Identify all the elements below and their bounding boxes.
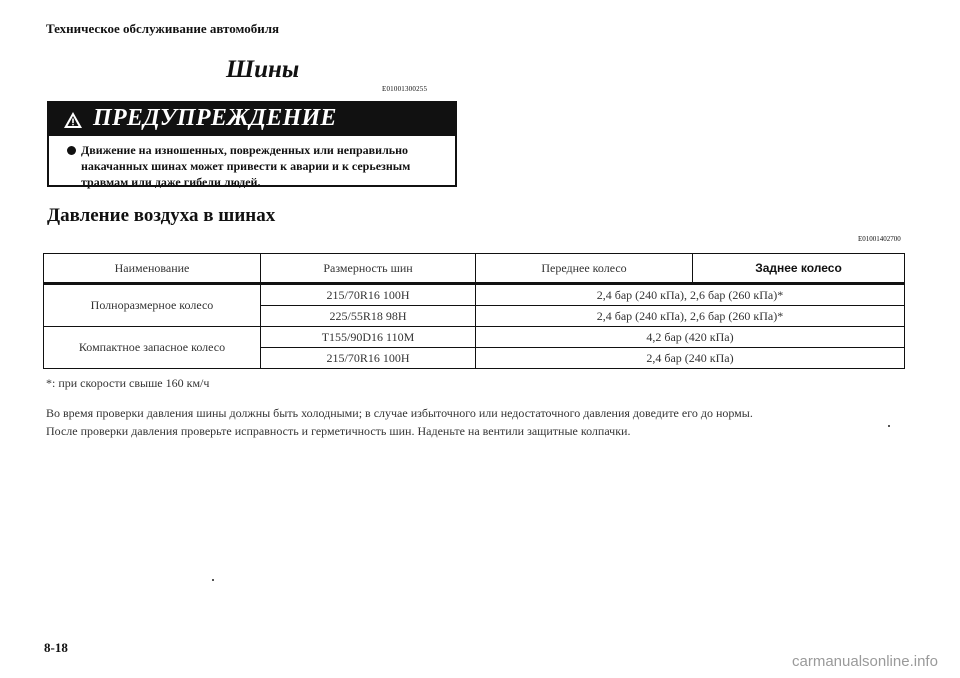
- paragraph-line-1: Во время проверки давления шины должны быть холодными; в случае избыточного или недостаточного давления доведите его до нормы.: [46, 406, 753, 420]
- scan-speck: [212, 579, 214, 581]
- paragraph-line-2: После проверки давления проверьте исправность и герметичность шин. Наденьте на вентили защитные колпачки.: [46, 424, 631, 438]
- tire-pressure-table: [43, 253, 905, 369]
- row-group-name: Компактное запасное колесо: [44, 327, 261, 369]
- row-pressure: 4,2 бар (420 кПа): [476, 327, 905, 348]
- row-group-name: Полноразмерное колесо: [44, 284, 261, 327]
- watermark: carmanualsonline.info: [792, 653, 938, 670]
- table-row: [44, 327, 905, 348]
- row-size: 215/70R16 100H: [261, 348, 476, 369]
- row-size: T155/90D16 110M: [261, 327, 476, 348]
- header-size: Размерность шин: [261, 254, 476, 284]
- table-row: [44, 284, 905, 306]
- row-pressure: 2,4 бар (240 кПа), 2,6 бар (260 кПа)*: [476, 306, 905, 327]
- row-size: 215/70R16 100H: [261, 284, 476, 306]
- page-title: Шины: [226, 56, 300, 83]
- page-header: Техническое обслуживание автомобиля: [46, 21, 280, 36]
- header-name: Наименование: [44, 254, 261, 284]
- warning-body: [67, 142, 447, 190]
- section-code: E01001300255: [382, 85, 428, 93]
- warning-title: ПРЕДУПРЕЖДЕНИЕ: [93, 105, 337, 131]
- table-header-row: [44, 254, 905, 284]
- row-pressure: 2,4 бар (240 кПа), 2,6 бар (260 кПа)*: [476, 284, 905, 306]
- bullet-icon: [67, 146, 76, 155]
- footnote: *: при скорости свыше 160 км/ч: [46, 376, 210, 390]
- warning-triangle-icon: [63, 111, 83, 129]
- section-title: Давление воздуха в шинах: [47, 205, 276, 226]
- warning-header: [49, 103, 455, 136]
- warning-box: [47, 101, 457, 187]
- header-rear: Заднее колесо: [693, 254, 905, 284]
- row-pressure: 2,4 бар (240 кПа): [476, 348, 905, 369]
- row-size: 225/55R18 98H: [261, 306, 476, 327]
- warning-text: Движение на изношенных, поврежденных или неправильно накачанных шинах может привести к аварии и к серьезным травмам или даже гибели людей.: [81, 143, 411, 189]
- instructions-paragraph: [46, 404, 906, 440]
- scan-speck: [888, 425, 890, 427]
- page-number: 8-18: [44, 640, 68, 655]
- header-front: Переднее колесо: [476, 254, 693, 284]
- section-code-2: E01001402700: [858, 235, 901, 243]
